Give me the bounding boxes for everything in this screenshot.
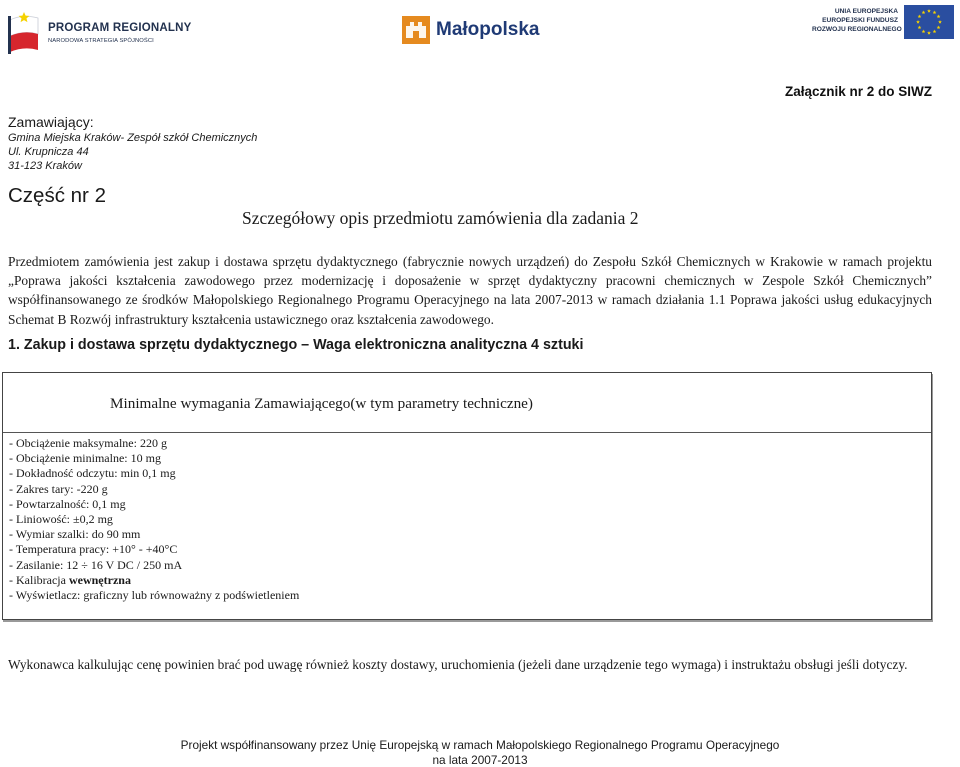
eu-flag-icon <box>904 5 954 39</box>
footer <box>0 738 960 767</box>
part-title: Część nr 2 <box>8 184 106 208</box>
footer-line-2: na lata 2007-2013 <box>0 753 960 767</box>
intro-paragraph: Przedmiotem zamówienia jest zakup i dostawa sprzętu dydaktycznego (fabrycznie nowych urządzeń) do Zespołu Szkół Chemicznych w Krakowie w ramach projektu „Poprawa jakości kształcenia zawodowego przez modernizację i doposażenie w sprzęt dydaktyczny pracowni chemicznych w Zespole Szkół Chemicznych” współfinansowanego ze środków Małopolskiego Regionalnego Programu Operacyjnego na lata 2007-2013 w ramach działania 1.1 Poprawa jakości usług edukacyjnych Schemat B Rozwój infrastruktury kształcenia ustawicznego oraz kształcenia zawodowego. <box>8 252 932 329</box>
spec-item: - Temperatura pracy: +10° - +40°C <box>9 542 299 557</box>
attachment-label: Załącznik nr 2 do SIWZ <box>785 84 932 99</box>
ordering-party-city: 31-123 Kraków <box>8 160 82 172</box>
malopolska-emblem-icon <box>402 16 430 44</box>
eu-logo-line: ROZWOJU REGIONALNEGO <box>812 25 898 34</box>
footer-line-1: Projekt współfinansowany przez Unię Europejską w ramach Małopolskiego Regionalnego Programu Operacyjnego <box>0 738 960 753</box>
eu-logo-text <box>812 7 898 35</box>
spec-item: - Liniowość: ±0,2 mg <box>9 512 299 527</box>
spec-item-display: - Wyświetlacz: graficzny lub równoważny z podświetleniem <box>9 588 299 603</box>
item-heading: 1. Zakup i dostawa sprzętu dydaktycznego – Waga elektroniczna analityczna 4 sztuki <box>8 337 584 353</box>
program-regionalny-title: PROGRAM REGIONALNY <box>48 22 192 34</box>
spec-item: - Wymiar szalki: do 90 mm <box>9 527 299 542</box>
program-regionalny-subtitle: NARODOWA STRATEGIA SPÓJNOŚCI <box>48 38 154 44</box>
malopolska-logo <box>402 16 542 46</box>
spec-item: - Dokładność odczytu: min 0,1 mg <box>9 466 299 481</box>
ordering-party-street: Ul. Krupnicza 44 <box>8 146 89 158</box>
spec-item: - Zasilanie: 12 ÷ 16 V DC / 250 mA <box>9 558 299 573</box>
spec-item: - Obciążenie minimalne: 10 mg <box>9 451 299 466</box>
description-title: Szczegółowy opis przedmiotu zamówienia dla zadania 2 <box>242 208 639 229</box>
pricing-note: Wykonawca kalkulując cenę powinien brać pod uwagę również koszty dostawy, uruchomienia (jeżeli dane urządzenie tego wymaga) i instruktażu obsługi jeśli dotyczy. <box>8 655 932 674</box>
spec-list <box>9 436 299 603</box>
spec-table-divider <box>3 432 931 433</box>
eu-logo-line: EUROPEJSKI FUNDUSZ <box>812 16 898 25</box>
spec-item: - Obciążenie maksymalne: 220 g <box>9 436 299 451</box>
eu-logo-line: UNIA EUROPEJSKA <box>812 7 898 16</box>
spec-table <box>2 372 932 620</box>
ordering-party-name: Gmina Miejska Kraków- Zespół szkół Chemicznych <box>8 132 257 144</box>
spec-item: - Zakres tary: -220 g <box>9 482 299 497</box>
spec-item-calibration <box>9 573 299 588</box>
calibration-value: wewnętrzna <box>69 573 131 587</box>
spec-table-title: Minimalne wymagania Zamawiającego(w tym parametry techniczne) <box>110 395 533 413</box>
ordering-party-label: Zamawiający: <box>8 114 94 130</box>
calibration-label: - Kalibracja <box>9 573 69 587</box>
polish-flag-icon <box>8 10 42 54</box>
program-regionalny-logo <box>8 8 178 54</box>
spec-item: - Powtarzalność: 0,1 mg <box>9 497 299 512</box>
eu-logo <box>812 5 954 39</box>
malopolska-title: Małopolska <box>436 19 539 41</box>
